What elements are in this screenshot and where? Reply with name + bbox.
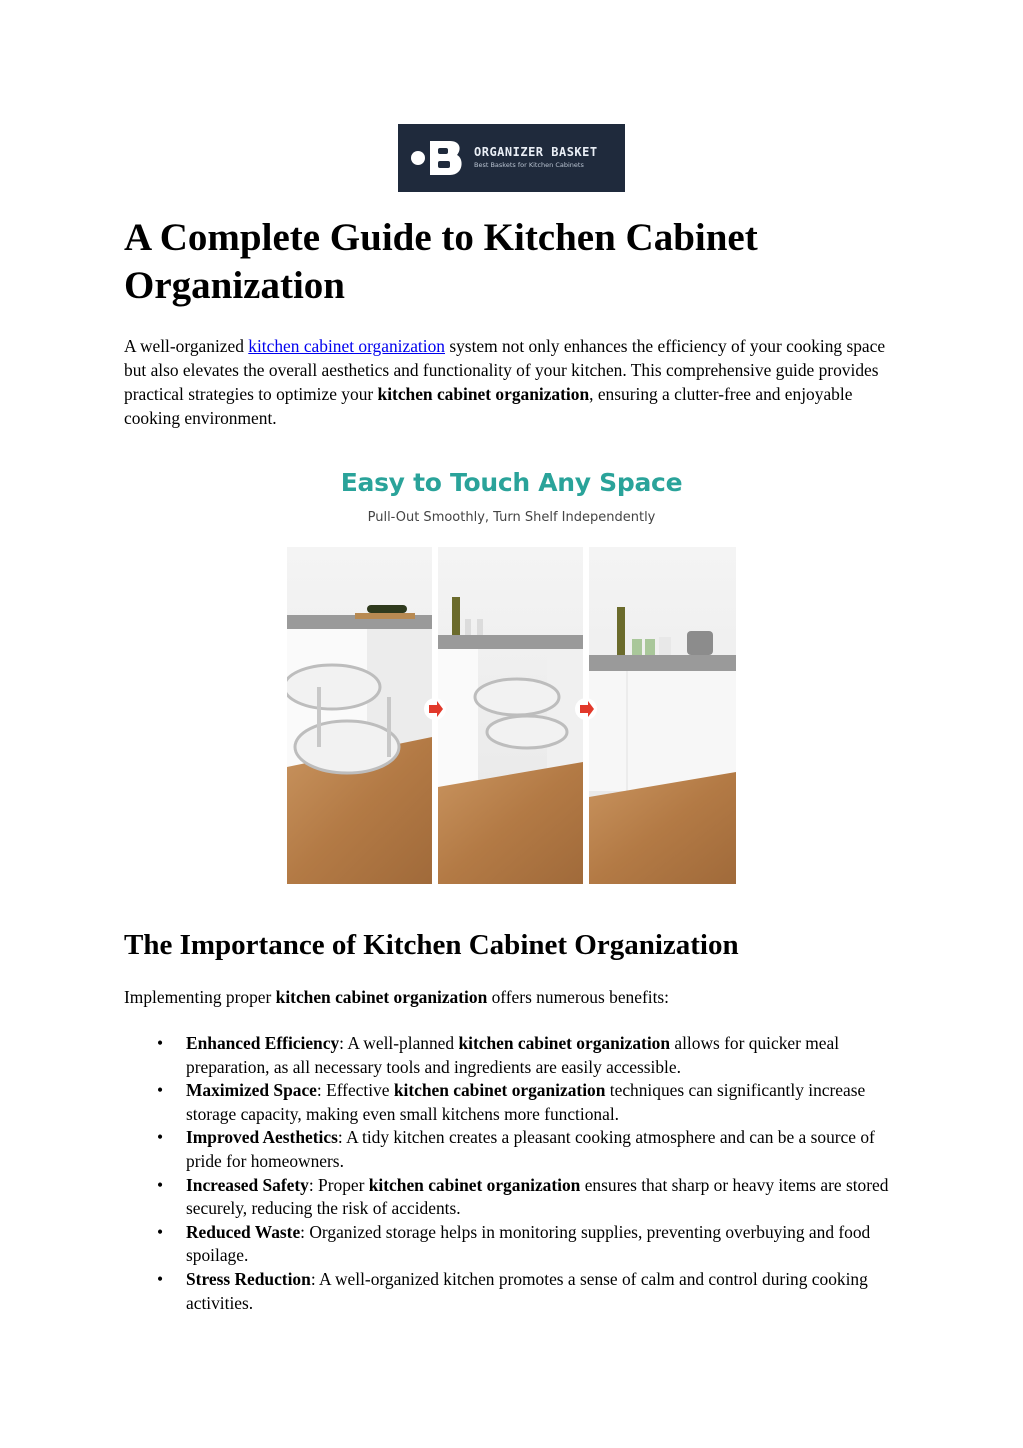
lead-text-1: Implementing proper — [124, 987, 276, 1007]
benefit-text: ensures that sharp or heavy items are stored securely, reducing the risk of accidents. — [186, 1174, 889, 1219]
intro-text-3: , ensuring a clutter-free and enjoyable cooking environment. — [124, 384, 853, 428]
intro-text-2: system not only enhances the efficiency of your cooking space but also elevates the overall aesthetics and functionality of your kitchen. This comprehensive guide provides practical strategies to optimize your — [124, 336, 886, 404]
logo-tagline: Best Baskets for Kitchen Cabinets — [474, 161, 584, 169]
benefit-text: : Proper — [308, 1174, 369, 1195]
list-item — [186, 1268, 906, 1315]
benefit-bold: kitchen cabinet organization — [458, 1033, 671, 1053]
logo-brand-name: ORGANIZER BASKET — [474, 145, 598, 159]
panel-open-shelf — [287, 547, 432, 884]
product-banner-image — [287, 460, 736, 884]
lead-bold-term: kitchen cabinet organization — [275, 987, 488, 1007]
benefit-term: Reduced Waste — [186, 1221, 301, 1242]
list-item — [186, 1032, 906, 1079]
section-heading: The Importance of Kitchen Cabinet Organization — [124, 929, 739, 961]
benefits-list — [186, 1032, 906, 1315]
benefit-text: : Organized storage helps in monitoring supplies, preventing overbuying and food spoilage. — [186, 1221, 871, 1266]
panel-half-open — [438, 547, 583, 884]
benefit-text: : A well-organized kitchen promotes a sense of calm and control during cooking activities. — [186, 1268, 868, 1313]
logo-mark-icon — [410, 138, 466, 178]
list-item — [186, 1126, 906, 1173]
benefit-bold: kitchen cabinet organization — [368, 1174, 581, 1195]
benefit-term: Improved Aesthetics — [186, 1127, 338, 1148]
kitchen-photos-illustration — [287, 547, 736, 884]
intro-bold-term: kitchen cabinet organization — [377, 384, 590, 404]
benefit-text: techniques can significantly increase storage capacity, making even small kitchens more functional. — [186, 1080, 866, 1124]
benefit-text: allows for quicker meal preparation, as all necessary tools and ingredients are easily accessible. — [186, 1033, 840, 1077]
benefit-text: : A tidy kitchen creates a pleasant cooking atmosphere and can be a source of pride for homeowners. — [186, 1127, 875, 1171]
section-lead — [124, 985, 904, 1009]
panel-closed — [589, 547, 736, 884]
banner-subtitle: Pull-Out Smoothly, Turn Shelf Independently — [367, 510, 656, 525]
benefit-term: Stress Reduction — [186, 1268, 311, 1289]
kitchen-cabinet-organization-link[interactable]: kitchen cabinet organization — [248, 336, 445, 356]
intro-text-1: A well-organized — [124, 336, 249, 356]
benefit-text: : A well-planned — [339, 1033, 459, 1053]
banner-title: Easy to Touch Any Space — [340, 468, 683, 497]
benefit-term: Enhanced Efficiency — [186, 1033, 340, 1053]
page-title: A Complete Guide to Kitchen Cabinet Organization — [124, 216, 758, 307]
intro-paragraph — [124, 334, 899, 430]
list-item — [186, 1174, 906, 1221]
benefit-bold: kitchen cabinet organization — [393, 1080, 606, 1101]
benefit-term: Maximized Space — [186, 1080, 317, 1101]
list-item — [186, 1079, 906, 1126]
benefit-text: : Effective — [316, 1080, 394, 1101]
list-item — [186, 1221, 906, 1268]
lead-text-2: offers numerous benefits: — [487, 987, 670, 1007]
brand-logo — [398, 124, 625, 192]
benefit-term: Increased Safety — [186, 1174, 309, 1195]
